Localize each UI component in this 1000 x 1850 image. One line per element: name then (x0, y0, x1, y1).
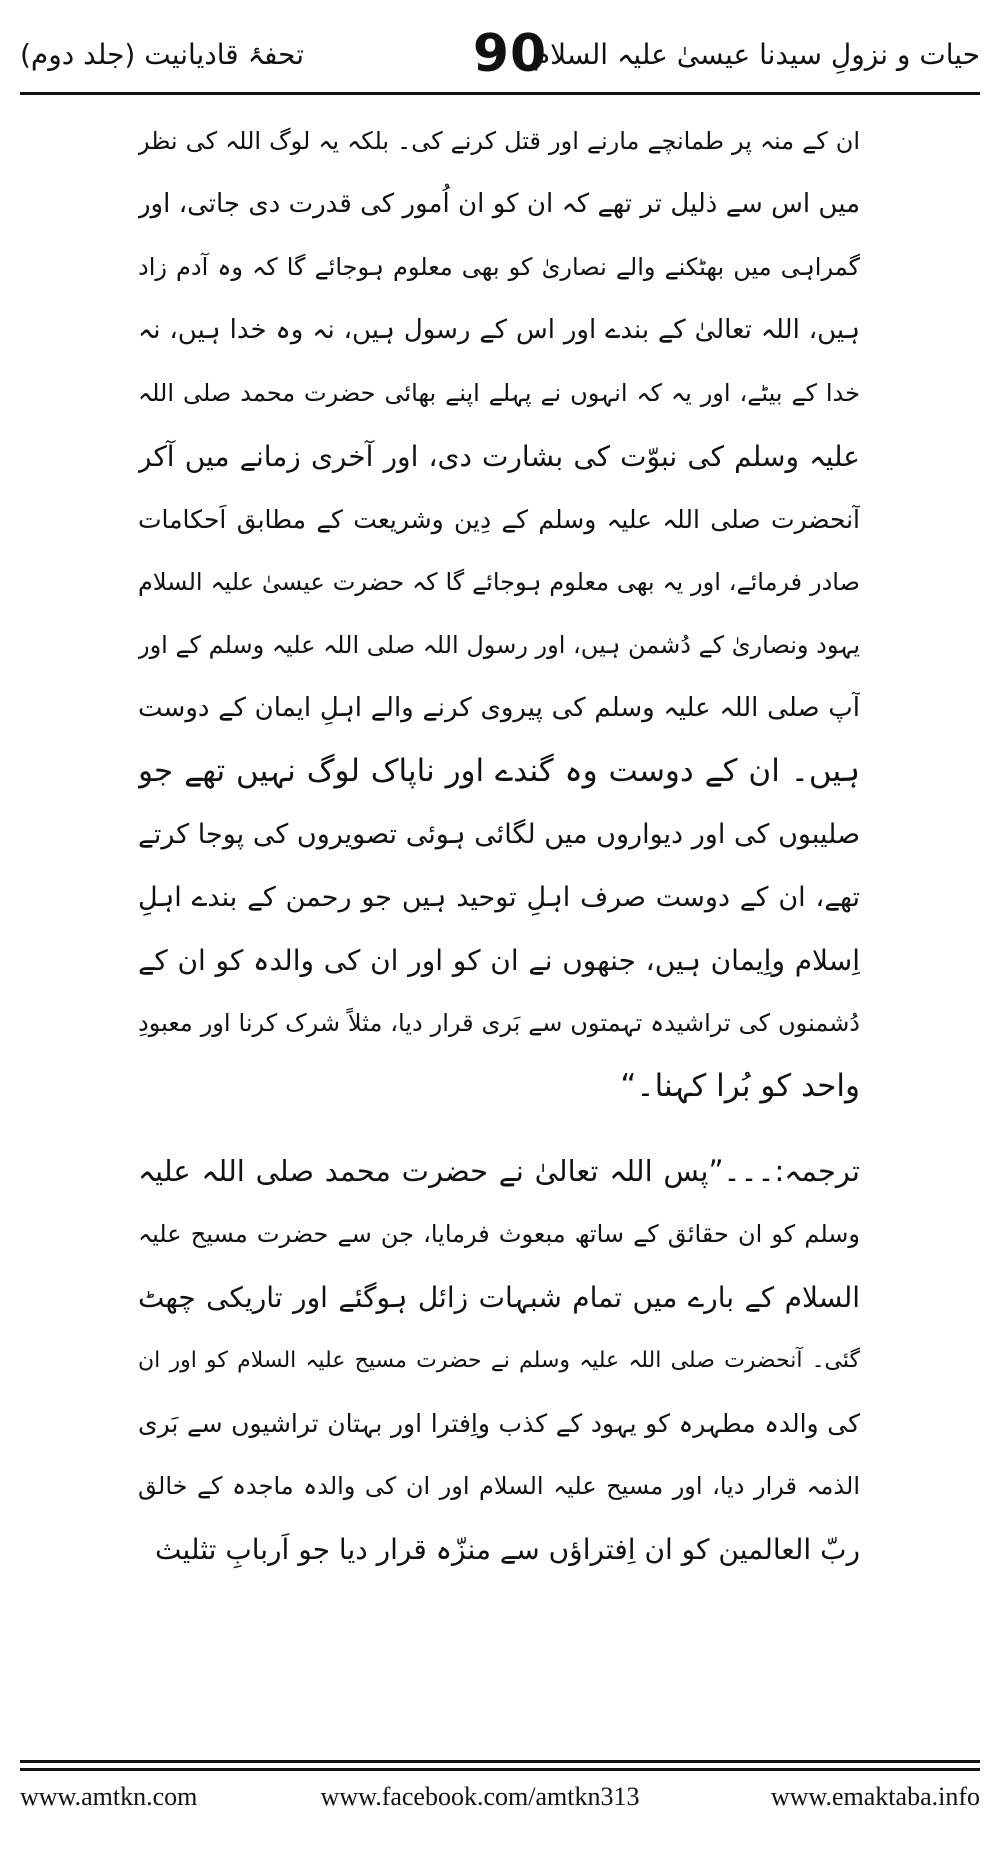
text-line: خدا کے بیٹے، اور یہ کہ انہوں نے پہلے اپنے بھائی حضرت محمد صلی اللہ (138, 379, 860, 407)
text-line: دُشمنوں کی تراشیدہ تہمتوں سے بَری قرار دیا، مثلاً شرک کرنا اور معبودِ (138, 1009, 860, 1037)
text-line: ہیں۔ ان کے دوست وہ گندے اور ناپاک لوگ نہیں تھے جو (138, 753, 860, 789)
text-line: کی والدہ مطہرہ کو یہود کے کذب واِفترا اور بہتان تراشیوں سے بَری (138, 1409, 860, 1438)
footer-link-facebook[interactable]: www.facebook.com/amtkn313 (320, 1782, 640, 1811)
text-line: میں اس سے ذلیل تر تھے کہ ان کو ان اُمور کی قدرت دی جاتی، اور (138, 189, 860, 219)
footer-rule-bottom (20, 1768, 980, 1771)
text-line: گمراہی میں بھٹکنے والے نصاریٰ کو بھی معلوم ہوجائے گا کہ وہ آدم زاد (138, 253, 860, 281)
page-body (138, 110, 860, 1581)
text-line: صلیبوں کی اور دیواروں میں لگائی ہوئی تصویروں کی پوجا کرتے (138, 819, 860, 850)
text-line: یہود ونصاریٰ کے دُشمن ہیں، اور رسول اللہ صلی اللہ علیہ وسلم کے اور (138, 631, 860, 659)
text-line: گئی۔ آنحضرت صلی اللہ علیہ وسلم نے حضرت مسیح علیہ السلام کو اور ان (138, 1348, 860, 1373)
text-line: صادر فرمائے، اور یہ بھی معلوم ہوجائے گا کہ حضرت عیسیٰ علیہ السلام (138, 568, 860, 596)
page-number: 90 (472, 24, 548, 84)
book-title: تحفۂ قادیانیت (جلد دوم) (20, 38, 305, 71)
footer-rule-top (20, 1760, 980, 1763)
text-line: آنحضرت صلی اللہ علیہ وسلم کے دِین وشریعت کے مطابق اَحکامات (138, 505, 860, 534)
page-header (20, 20, 980, 90)
text-line: السلام کے بارے میں تمام شبہات زائل ہوگئے اور تاریکی چھٹ (138, 1281, 860, 1314)
text-line: اِسلام واِیمان ہیں، جنھوں نے ان کو اور ان کی والدہ کو ان کے (138, 944, 860, 977)
paragraph (138, 1140, 860, 1581)
paragraph-gap (138, 1118, 860, 1140)
header-rule (20, 92, 980, 95)
page-footer (20, 1782, 980, 1822)
text-line: آپ صلی اللہ علیہ وسلم کی پیروی کرنے والے اہلِ ایمان کے دوست (138, 693, 860, 723)
text-line: تھے، ان کے دوست صرف اہلِ توحید ہیں جو رحمن کے بندے اہلِ (138, 882, 860, 913)
text-line: ربّ العالمین کو ان اِفتراؤں سے منزّہ قرار دیا جو اَربابِ تثلیث (155, 1533, 860, 1566)
footer-link-emaktaba[interactable]: www.emaktaba.info (770, 1782, 980, 1811)
text-line: ان کے منہ پر طمانچے مارنے اور قتل کرنے کی۔ بلکہ یہ لوگ اللہ کی نظر (138, 127, 860, 155)
chapter-title: حیات و نزولِ سیدنا عیسیٰ علیہ السلام (532, 38, 980, 71)
text-line: ہیں، اللہ تعالیٰ کے بندے اور اس کے رسول ہیں، نہ وہ خدا ہیں، نہ (138, 315, 860, 345)
text-line: ترجمہ:۔۔۔”پس اللہ تعالیٰ نے حضرت محمد صلی اللہ علیہ (138, 1154, 860, 1188)
text-line: واحد کو بُرا کہنا۔“ (620, 1068, 860, 1104)
footer-link-amtkn[interactable]: www.amtkn.com (20, 1782, 198, 1811)
text-line: وسلم کو ان حقائق کے ساتھ مبعوث فرمایا، جن سے حضرت مسیح علیہ (138, 1220, 860, 1248)
text-line: الذمہ قرار دیا، اور مسیح علیہ السلام اور ان کی والدہ ماجدہ کے خالق (138, 1472, 860, 1500)
text-line: علیہ وسلم کی نبوّت کی بشارت دی، اور آخری زمانے میں آکر (138, 440, 860, 473)
paragraph (138, 110, 860, 1118)
